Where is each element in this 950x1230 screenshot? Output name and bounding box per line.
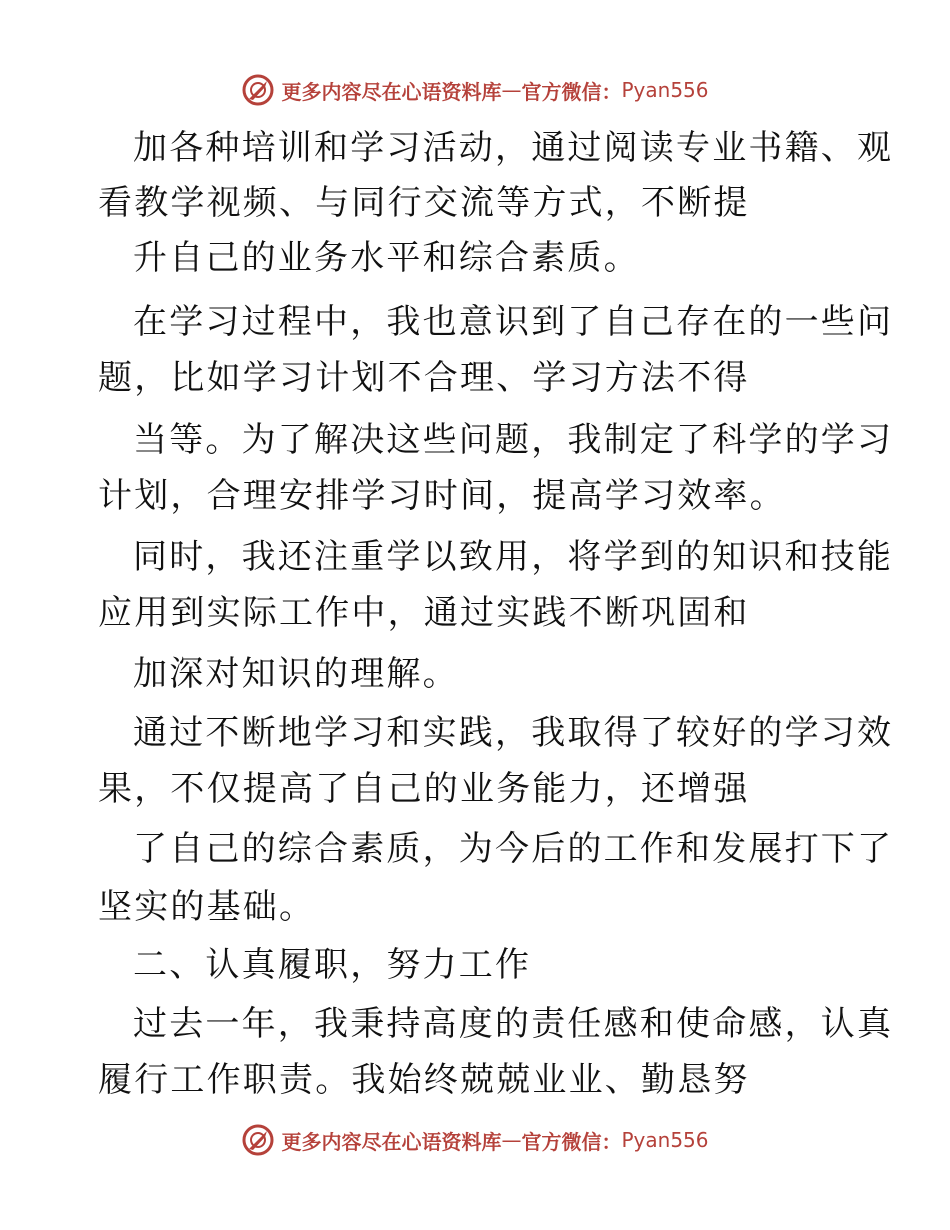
text-line: 当等。为了解决这些问题，我制定了科学的学习 (133, 420, 894, 460)
wechat-label: 官方微信： (521, 1129, 622, 1154)
text-line: 看教学视频、与同行交流等方式，不断提 (98, 183, 750, 223)
text-line: 果，不仅提高了自己的业务能力，还增强 (98, 769, 750, 809)
text-line: 在学习过程中，我也意识到了自己存在的一些问 (133, 302, 894, 342)
logo-icon (241, 1123, 275, 1157)
text-line: 计划，合理安排学习时间，提高学习效率。 (98, 476, 786, 516)
text-line: 履行工作职责。我始终兢兢业业、勤恳努 (98, 1060, 750, 1100)
text-line: 题，比如学习计划不合理、学习方法不得 (98, 358, 750, 398)
section-heading: 二、认真履职，努力工作 (133, 945, 532, 985)
wechat-label: 官方微信： (521, 79, 622, 104)
banner-separator: — (501, 1128, 522, 1152)
text-line: 了自己的综合素质，为今后的工作和发展打下了 (133, 829, 894, 869)
banner-separator: — (501, 78, 522, 102)
banner-title: 更多内容尽在心语资料库 (281, 1129, 502, 1154)
text-line: 通过不断地学习和实践，我取得了较好的学习效 (133, 713, 894, 753)
footer-banner (0, 1120, 950, 1160)
text-line: 同时，我还注重学以致用，将学到的知识和技能 (133, 537, 894, 577)
banner-title: 更多内容尽在心语资料库 (281, 79, 502, 104)
text-line: 应用到实际工作中，通过实践不断巩固和 (98, 593, 750, 633)
wechat-id: Pyan556 (621, 78, 709, 102)
text-line: 升自己的业务水平和综合素质。 (133, 238, 640, 278)
text-line: 加各种培训和学习活动，通过阅读专业书籍、观 (133, 128, 894, 168)
wechat-id: Pyan556 (621, 1128, 709, 1152)
text-line: 过去一年，我秉持高度的责任感和使命感，认真 (133, 1004, 894, 1044)
text-line: 加深对知识的理解。 (133, 654, 459, 694)
text-line: 坚实的基础。 (98, 887, 316, 927)
